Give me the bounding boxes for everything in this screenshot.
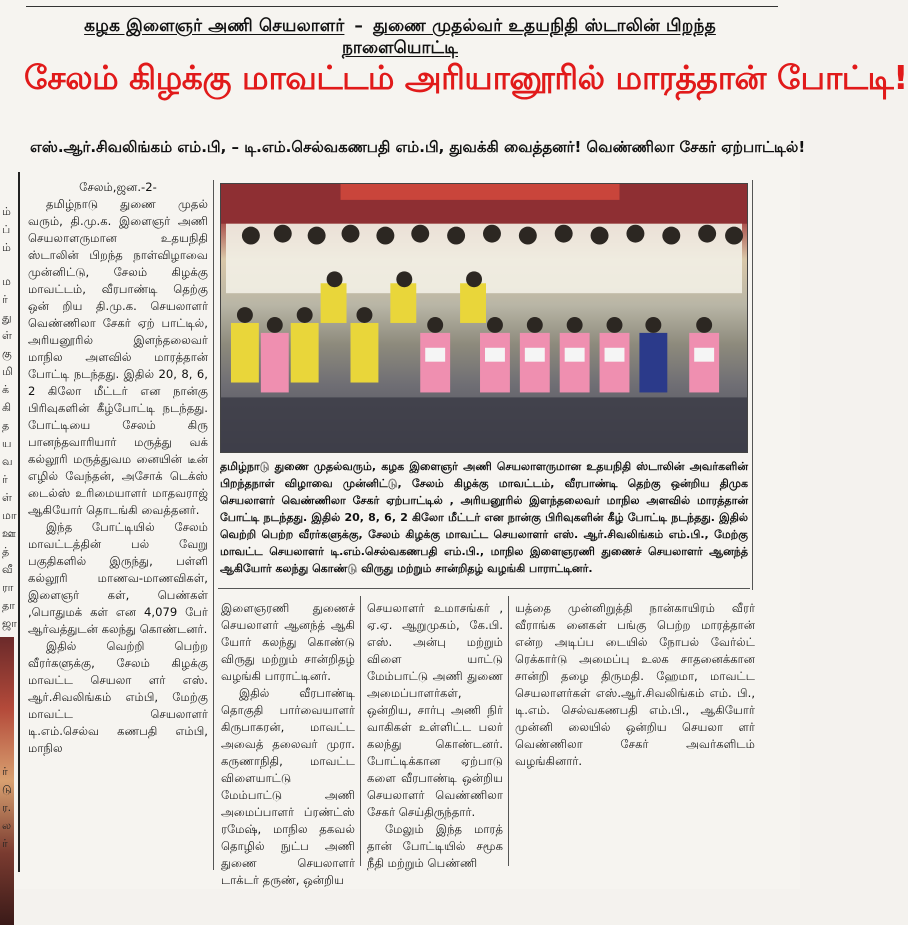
fragment-text: து (2, 311, 12, 324)
kicker-line (40, 16, 760, 60)
caption-rule (218, 588, 750, 589)
fragment-text: ஊ (2, 527, 16, 540)
fragment-text: ல (2, 819, 12, 832)
fragment-text: கி (2, 401, 12, 414)
fragment-text: ம (2, 275, 11, 288)
fragment-text: த் (2, 545, 10, 558)
column-divider (213, 180, 214, 870)
paragraph: இந்த போட்டியில் சேலம் மாவட்டத்தின் பல் வேறு பகுதிகளில் இருந்து, பள்ளி கல்லூரி மாணவ-மாணவிகள், இளைஞர் கள், பெண்கள் ,பொதுமக் கள் என 4,079 பேர் ஆர்வத்துடன் கலந்து கொண்டனர். (28, 520, 208, 636)
dateline: சேலம்,ஜன.-2- (79, 180, 157, 194)
paragraph: மேலும் இந்த மாரத் தான் போட்டியில் சமூக நீதி மற்றும் பெண்ணி (367, 822, 503, 870)
fragment-text: ர் (2, 473, 8, 486)
event-photo-illustration (221, 184, 747, 452)
paragraph: இளைஞரணி துணைச் செயலாளர் ஆனந்த் ஆகி யோர் கலந்து கொண்டு விருது மற்றும் சான்றிதழ் வழங்கி பாராட்டினர். (221, 601, 355, 683)
fragment-text: த (2, 419, 10, 432)
paragraph: யத்தை முன்னிறுத்தி நான்காயிரம் வீரர் வீராங்க னைகள் பங்கு பெற்ற மாரத்தான் என்ற அடிப்ப டையில் நோபல் வேர்ல்ட் ரெக்கார்டு அமைப்பு உலக சாதனைக்கான சான்றி தழை திருமதி. ஹேமா, மாவட்ட செயலாளர்கள் எஸ்.ஆர்.சிவலிங்கம் எம். பி., டி.எம். செல்வகணபதி எம்.பி., ஆகியோர் முன்னி லையில் ஒன்றிய செயலா ளர் வெண்ணிலா சேகர் அவர்களிடம் வழங்கினார். (515, 601, 755, 768)
fragment-text: ஜா (2, 617, 17, 630)
paragraph: இதில் வீரபாண்டி தொகுதி பார்வையாளர் கிருபாகரன், மாவட்ட அவைத் தலைவர் முரா. கருணாநிதி, மாவட்ட விளையாட்டு மேம்பாட்டு அணி அமைப்பாளர் ப்ரண்ட்ஸ் ரமேஷ், மாநில தகவல் தொழில் நுட்ப அணி துணை செயலாளர் டாக்டர் தருண், ஒன்றிய (221, 686, 355, 887)
headline: சேலம் கிழக்கு மாவட்டம் அரியானூரில் மாரத்தான் போட்டி! (24, 58, 908, 97)
column-divider (360, 596, 361, 866)
paragraph: இதில் வெற்றி பெற்ற வீரர்களுக்கு, சேலம் கிழக்கு மாவட்ட செயலா ளர் எஸ். ஆர்.சிவலிங்கம் எம்பி, மேற்கு மாவட்ட செயலாளர் டி.எம்.செல்வ கணபதி எம்பி, மாநில (28, 639, 208, 755)
adjacent-article-strip (0, 175, 16, 875)
fragment-text: ர் (2, 293, 8, 306)
fragment-text: ம் (2, 241, 11, 254)
fragment-text: ம் (2, 205, 11, 218)
fragment-text: வ (2, 455, 13, 468)
fragment-text: வீ (2, 563, 13, 576)
fragment-text: தா (2, 599, 15, 612)
paragraph: செயலாளர் உமாசங்கர் , ஏ.ஏ. ஆறுமுகம், கே.பி. எஸ். அன்பு மற்றும் விளை யாட்டு மேம்பாட்டு அணி துணை அமைப்பாளர்கள், ஒன்றிய, சார்பு அணி நிர் வாகிகள் உள்ளிட்ட பலர் கலந்து கொண்டனர். போட்டிக்கான ஏற்பாடு களை வீரபாண்டி ஒன்றிய செயலாளர் வெண்ணிலா சேகர் செய்திருந்தார். (367, 601, 503, 819)
article-column-1 (28, 179, 208, 757)
fragment-text: மா (2, 509, 17, 522)
fragment-text: ய (2, 437, 12, 450)
article-column-2 (221, 600, 355, 889)
fragment-text: ரா (2, 581, 14, 594)
adjacent-photo (0, 637, 14, 925)
fragment-text: டு (2, 783, 12, 796)
kicker-dash: – (354, 16, 364, 36)
column-divider (752, 180, 753, 590)
article-column-4 (515, 600, 755, 770)
fragment-text: ப் (2, 223, 11, 236)
photo-caption: தமிழ்நாடு துணை முதல்வரும், கழக இளைஞர் அணி செயலாளருமான உதயநிதி ஸ்டாலின் அவர்களின் பிறந்தநாள் விழாவை முன்னிட்டு, சேலம் கிழக்கு மாவட்டம், வீரபாண்டி தெற்கு ஒன்றிய திமுக செயலாளர் வெண்ணிலா சேகர் ஏற்பாட்டில் , அரியனூரில் இளந்தலைவர் மாநில அளவில் மாரத்தான் போட்டி நடந்தது. இதில் 20, 8, 6, 2 கிலோ மீட்டர் என நான்கு பிரிவுகளின் கீழ் போட்டி நடந்தது. இதில் வெற்றி பெற்ற வீரர்களுக்கு, சேலம் கிழக்கு மாவட்ட செயலாளர் எஸ். ஆர்.சிவலிங்கம் எம்.பி., மேற்கு மாவட்ட செயலாளர் டி.எம்.செல்வகணபதி எம்.பி., மாநில இளைஞரணி துணைச் செயலாளர் ஆனந்த் ஆகியோர் கலந்து கொண்டு விருது மற்றும் சான்றிதழ் வழங்கி பாராட்டினர். (220, 460, 748, 575)
fragment-text: ள் (2, 329, 12, 342)
fragment-text: ர. (2, 801, 12, 814)
fragment-text: ள் (2, 491, 12, 504)
column-divider (508, 596, 509, 866)
fragment-text: ர் (2, 765, 8, 778)
event-photo (220, 183, 748, 453)
fragment-text: க் (2, 383, 10, 396)
subheadline: எஸ்.ஆர்.சிவலிங்கம் எம்.பி, – டி.எம்.செல்வகணபதி எம்.பி, துவக்கி வைத்தனர்! வெண்ணிலா சேகர் ஏற்பாட்டில்! (30, 138, 806, 156)
column-divider (18, 172, 20, 872)
fragment-text: கு (2, 347, 12, 360)
fragment-text: மி (2, 365, 13, 378)
kicker-left: கழக இளைஞர் அணி செயலாளர் (84, 16, 345, 36)
fragment-text: ர் (2, 837, 8, 850)
kicker-right: துணை முதல்வர் உதயநிதி ஸ்டாலின் பிறந்த நாளையொட்டி (342, 16, 716, 58)
paragraph: தமிழ்நாடு துணை முதல் வரும், தி.மு.க. இளைஞர் அணி செயலாளருமான உதயநிதி ஸ்டாலின் பிறந்த நாள்விழாவை முன்னிட்டு, சேலம் கிழக்கு மாவட்டம், வீரபாண்டி தெற்கு ஒன் றிய தி.மு.க. செயலாளர் வெண்ணிலா சேகர் ஏற் பாட்டில், அரியனூரில் இளந்தலைவர் மாநில அளவில் மாரத்தான் போட்டி நடந்தது. இதில் 20, 8, 6, 2 கிலோ மீட்டர் என நான்கு பிரிவுகளின் கீழ்போட்டி நடந்தது. போட்டியை சேலம் கிரு பானந்தவாரியார் மருத்து வக் கல்லூரி மருத்துவம னையின் டீன் எழில் வேந்தன், அசோக் டெக்ஸ் டைல்ஸ் உரிமையாளர் மாதவராஜ் ஆகியோர் தொடங்கி வைத்தனர். (28, 197, 208, 517)
article-column-3 (367, 600, 503, 872)
top-rule (26, 6, 778, 7)
